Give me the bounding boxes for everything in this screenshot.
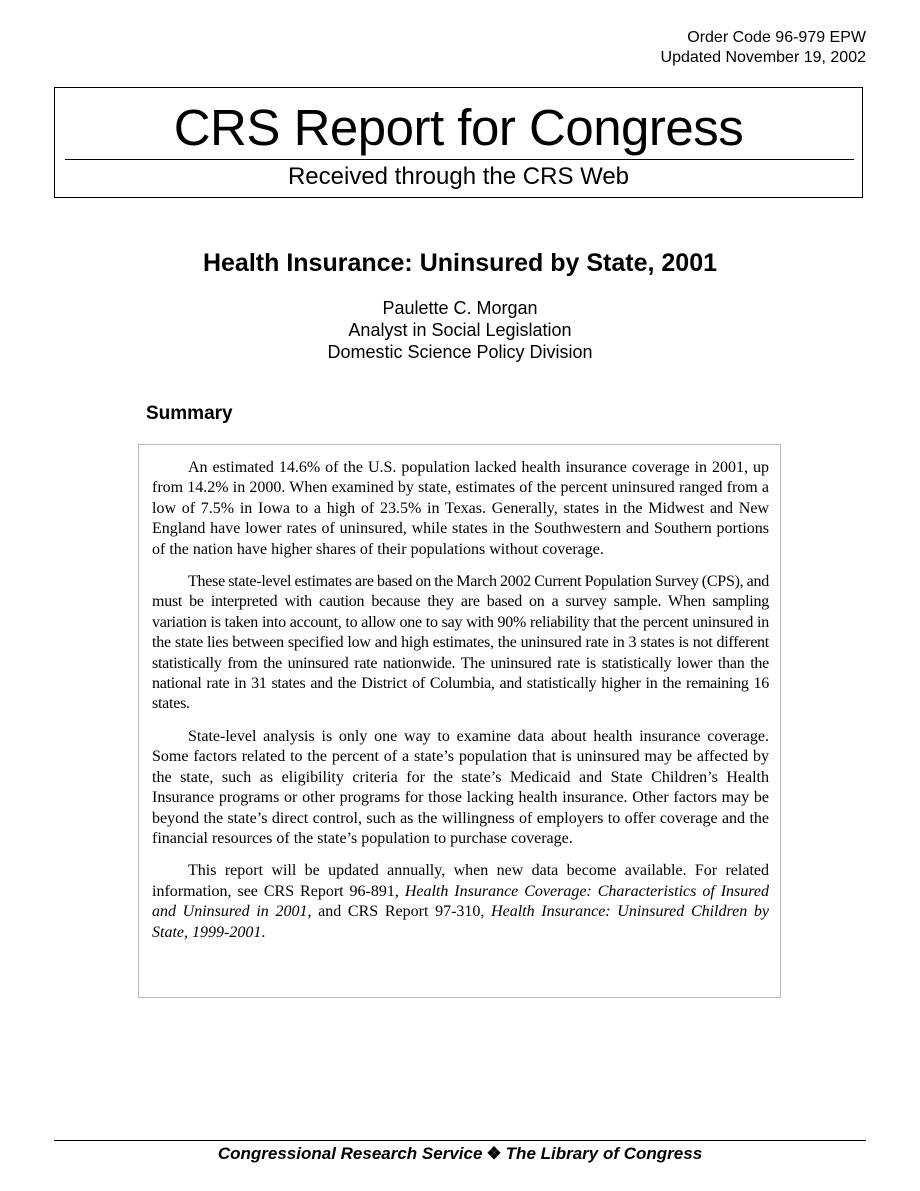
summary-paragraph-1: An estimated 14.6% of the U.S. population lacked health insurance coverage in 2001, up from 14.2% in 2000. When examined by state, estimates of the percent uninsured ranged from a low of 7.5% in Iowa to a high of 23.5% in Texas. Generally, states in the Midwest and New England have lower rates of uninsured, while states in the Southwestern and Southern portions of the nation have higher shares of their populations without coverage. — [152, 459, 769, 558]
summary-paragraph-3: State-level analysis is only one way to examine data about health insurance coverage. Some factors related to the percent of a state’s population that is uninsured may be affected by the state, such as eligibility criteria for the state’s Medicaid and State Children’s Health Insurance programs or other programs for those lacking health insurance. Other factors may be beyond the state’s direct control, such as the willingness of employers to offer coverage and the financial resources of the state’s population to purchase coverage. — [152, 727, 769, 847]
footer — [0, 1143, 920, 1165]
order-code-block — [661, 28, 866, 68]
masthead-divider — [65, 159, 854, 160]
footer-loc: The Library of Congress — [505, 1144, 703, 1163]
author-block — [0, 297, 920, 363]
diamond-ornament-icon: ❖ — [486, 1144, 502, 1163]
paragraph-4-middle: , and CRS Report 97-310, — [307, 903, 492, 921]
summary-heading: Summary — [146, 403, 233, 424]
masthead-subtitle: Received through the CRS Web — [287, 163, 630, 190]
updated-date: Updated November 19, 2002 — [660, 49, 866, 66]
paragraph-4-intro: This report will be updated annually, when new data become available. For related information, see CRS Report 96-891, — [152, 862, 769, 900]
author-name: Paulette C. Morgan — [382, 298, 538, 318]
footer-divider — [54, 1140, 866, 1141]
author-position: Analyst in Social Legislation — [348, 320, 572, 340]
order-code: Order Code 96-979 EPW — [687, 29, 866, 46]
masthead-title: CRS Report for Congress — [173, 99, 744, 156]
author-division: Domestic Science Policy Division — [327, 342, 593, 362]
paragraph-4-end: . — [261, 923, 266, 941]
footer-crs: Congressional Research Service — [217, 1144, 483, 1163]
summary-paragraph-4 — [152, 861, 769, 943]
reference-title-1: Health Insurance Coverage: Characteristics of Insured and Uninsured in 2001 — [152, 882, 769, 921]
document-title: Health Insurance: Uninsured by State, 2001 — [202, 249, 718, 277]
reference-title-2: Health Insurance: Uninsured Children by State, 1999-2001 — [152, 903, 770, 941]
summary-paragraph-2: These state-level estimates are based on the March 2002 Current Population Survey (CPS), and must be interpreted with caution because they are based on a survey sample. When sampling variation is taken into account, to allow one to say with 90% reliability that the percent uninsured in the state lies between specified low and high estimates, the uninsured rate in 3 states is not different statistically from the uninsured rate nationwide. The uninsured rate is statistically lower than the national rate in 31 states and the District of Columbia, and statistically higher in the remaining 16 states. — [152, 573, 770, 713]
masthead — [54, 87, 863, 198]
summary-box — [138, 444, 781, 998]
